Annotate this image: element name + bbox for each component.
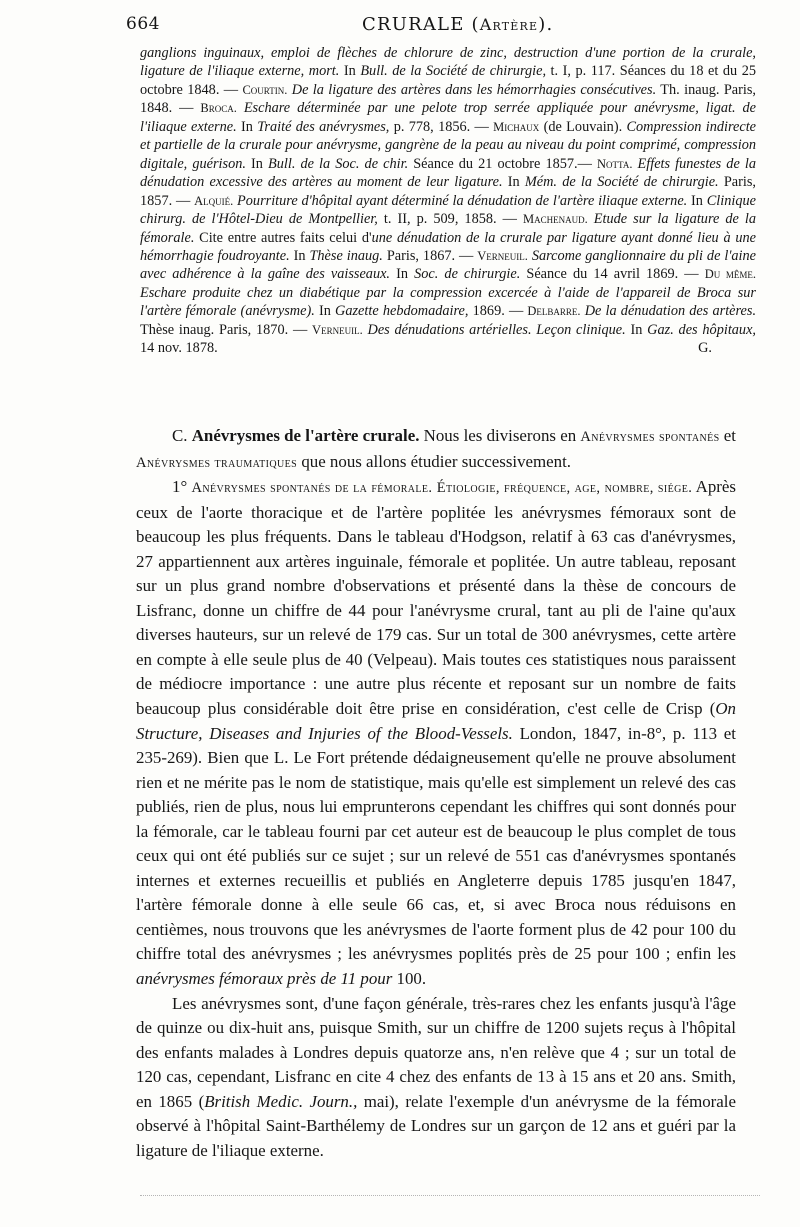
ref-author: Delbarre. — [527, 304, 581, 319]
ref-journal: Traité des anévrysmes, — [257, 118, 390, 135]
ref-journal: Gazette hebdomadaire, — [335, 303, 469, 320]
ref-title: De la dénudation des artères. — [580, 303, 757, 320]
ref-text: In — [390, 266, 415, 283]
main-text — [136, 424, 736, 1163]
ref-text: t. II, p. 509, 1858. — — [377, 211, 523, 228]
ref-text: Cite entre autres faits celui d' — [194, 229, 372, 246]
ref-title: Des dénudations artérielles. Leçon clinique. — [362, 321, 626, 338]
section-letter: C. — [172, 426, 192, 445]
body-text: Les anévrysmes sont, d'une façon générale, très-rares chez les enfants jusqu'à l'âge de quinze ou dix-huit ans, puisque Smith, sur un chiffre de 1200 sujets reçus à l'hôpital des enfants malades à Londres depuis quatorze ans, n'en relève que 4 ; sur un total de 120 cas, cependant, Lisfranc en cite 4 chez des enfants de 13 à 15 ans et 20 ans. Smith, en 1865 ( — [136, 993, 736, 1111]
ref-text: In — [236, 118, 258, 135]
ref-journal: Clinique chirurg. de l'Hôtel-Dieu de Montpellier, — [140, 192, 757, 228]
subsection-number: 1° — [172, 477, 192, 497]
running-head-main: CRURALE — [362, 14, 465, 35]
ref-title: Eschare déterminée par une pelote trop serrée appliquée pour anévrysme, ligat. de l'iliaque externe. — [140, 100, 757, 135]
ref-title: ganglions inguinaux, emploi de flèches de chlorure de zinc, destruction d'une portion de la crurale, ligature de l'iliaque externe, mort. — [140, 45, 756, 80]
running-head-open: ( — [464, 14, 480, 35]
ref-journal: Bull. de la Société de chirurgie, — [360, 63, 547, 80]
ref-journal: Mém. de la Société de chirurgie. — [524, 174, 719, 191]
ref-text: Séance du 14 avril 1869. — — [520, 266, 705, 283]
ref-text: p. 778, 1856. — — [389, 118, 494, 135]
ref-text: In — [625, 321, 648, 338]
running-head-subtitle: Artère — [479, 15, 539, 34]
ref-title: Effets funestes de la dénudation excessive des artères au moment de leur ligature. — [140, 155, 756, 191]
ref-title: Sarcome ganglionnaire du pli de l'aine avec adhérence à la gaîne des vaisseaux. — [140, 247, 756, 283]
ref-text: In — [339, 63, 361, 80]
small-caps-term: Anévrysmes traumatiques — [136, 454, 298, 471]
ref-author: Broca. — [200, 101, 237, 116]
body-text: mai), relate l'exemple d'un anévrysme de la fémorale observé à l'hôpital Saint-Barthélemy de Londres sur un garçon de 12 ans et guéri par la ligature de l'iliaque externe. — [136, 1091, 736, 1160]
ref-author: Alquié. — [194, 193, 234, 208]
ref-journal: Thèse inaug. — [309, 247, 383, 264]
ref-text: In — [502, 174, 525, 191]
body-paragraph — [136, 475, 736, 991]
ref-author: Courtin. — [242, 82, 288, 97]
ref-title: une dénudation de la crurale par ligature ayant donné lieu à une hémorrhagie foudroyante. — [140, 229, 756, 264]
running-head-close: ). — [538, 14, 554, 35]
page-header — [126, 14, 726, 44]
ref-author: Verneuil. — [477, 248, 528, 263]
subsection-title: Anévrysmes spontanés de la fémorale. — [191, 480, 433, 497]
ref-text: (de Louvain). — [539, 118, 627, 135]
ref-title: Compression indirecte et partielle de la crurale pour anévrysme, gangrène de la peau au niveau du point comprimé, compression digitale, guérison. — [140, 118, 757, 172]
ref-text: In — [687, 192, 707, 209]
body-text: London, 1847, in-8°, p. 113 et 235-269). Bien que L. Le Fort prétende dédaigneusement qu'elle ne prouve absolument rien et ne mérite pas le nom de statistique, mais qu'elle est simplement un relevé des cas publiés, rien de plus, nous lui emprunterons cependant les chiffres qui sont donnés pour la fémorale, car le tableau fourni par cet auteur est de beaucoup le plus complet de tous ceux qui ont été publiés sur ce sujet ; sur un relevé de 551 cas d'anévrysmes spontanés internes et externes recueillis et publiés en Angleterre depuis 1785 jusqu'en 1847, l'artère fémorale donne à elle seule 66 cas, et, si avec Broca nous réduisons en centièmes, nous trouvons que les anévrysmes de l'aorte forment plus de 42 pour 100 du chiffre total des anévrysmes ; les anévrysmes poplités près de 25 pour 100 ; enfin les — [136, 723, 736, 964]
ref-text: In — [289, 247, 310, 264]
ref-author: Notta. — [597, 156, 633, 171]
ref-author: Michaux — [493, 119, 540, 134]
section-title: Anévrysmes de l'artère crurale. — [191, 426, 420, 445]
ref-text: Séance du 21 octobre 1857.— — [408, 155, 598, 172]
body-paragraph — [136, 992, 736, 1164]
ref-journal: Gaz. des hôpitaux, — [647, 321, 757, 338]
bibliography-paragraph — [140, 44, 756, 358]
ref-author: Du même. — [704, 267, 756, 282]
ref-text: Thèse inaug. Paris, 1870. — — [140, 321, 313, 338]
ref-text: 14 nov. 1878. — [140, 340, 218, 357]
emphasized-text: anévrysmes fémoraux près de 11 pour — [136, 969, 393, 989]
ref-text: Paris, 1867. — — [382, 247, 478, 264]
bibliography-block — [140, 44, 756, 358]
ref-title: De la ligature des artères dans les hémorrhagies consécutives. — [287, 81, 657, 98]
ref-author: Machenaud. — [522, 212, 588, 227]
running-head — [362, 14, 553, 35]
page-number: 664 — [126, 14, 160, 34]
body-text: que nous allons étudier successivement. — [297, 451, 572, 471]
signature: G. — [698, 340, 712, 357]
cited-work-title: On Structure, Diseases and Injuries of the Blood-Vessels. — [136, 699, 736, 743]
body-text: et — [719, 426, 736, 445]
ref-title: Eschare produite chez un diabétique par la compression excercée à l'aide de l'appareil de Broca sur l'artère fémorale (anévrysme). — [140, 284, 756, 320]
ref-text: 1869. — — [468, 303, 528, 320]
ref-text: In — [314, 303, 336, 320]
body-text: 100. — [392, 969, 427, 989]
body-text: Nous les diviserons en — [419, 426, 581, 445]
ref-text: In — [245, 155, 269, 172]
section-heading-paragraph — [136, 424, 736, 475]
ref-text: Paris, 1857. — — [140, 174, 757, 209]
cited-journal: British Medic. Journ., — [204, 1091, 358, 1111]
subsection-topics: Étiologie, fréquence, age, nombre, siége. — [436, 480, 693, 497]
ref-author: Verneuil. — [312, 322, 363, 337]
ref-title: Pourriture d'hôpital ayant déterminé la dénudation de l'artère iliaque externe. — [233, 192, 688, 209]
ref-text: t. I, p. 117. Séances du 18 et du 25 octobre 1848. — — [140, 63, 756, 98]
ref-title: Etude sur la ligature de la fémorale. — [140, 211, 757, 246]
page-bottom-rule — [140, 1195, 760, 1196]
ref-journal: Bull. de la Soc. de chir. — [268, 155, 409, 172]
ref-text: Th. inaug. Paris, 1848. — — [140, 81, 756, 117]
small-caps-term: Anévrysmes spontanés — [580, 429, 720, 445]
ref-journal: Soc. de chirurgie. — [414, 266, 521, 283]
body-text: Après ceux de l'aorte thoracique et de l'artère poplitée les anévrysmes fémoraux sont de beaucoup les plus fréquents. Dans le tableau d'Hodgson, relatif à 63 cas d'anévrysmes, 27 appartiennent aux artères inguinale, fémorale et poplitée. Un autre tableau, reposant sur un plus grand nombre d'observations et présenté dans la thèse de concours de Lisfranc, donne un chiffre de 44 pour l'anévrysme crural, tant au pli de l'aine qu'aux diverses hauteurs, sur un relevé de 179 cas. Sur un total de 300 anévrysmes, cette artère en compte à elle seule plus de 40 (Velpeau). Mais toutes ces statistiques nous paraissent de médiocre importance : une autre plus récente et reposant sur un nombre de faits beaucoup plus considérable doit être prise en considération, c'est celle de Crisp ( — [136, 477, 736, 719]
